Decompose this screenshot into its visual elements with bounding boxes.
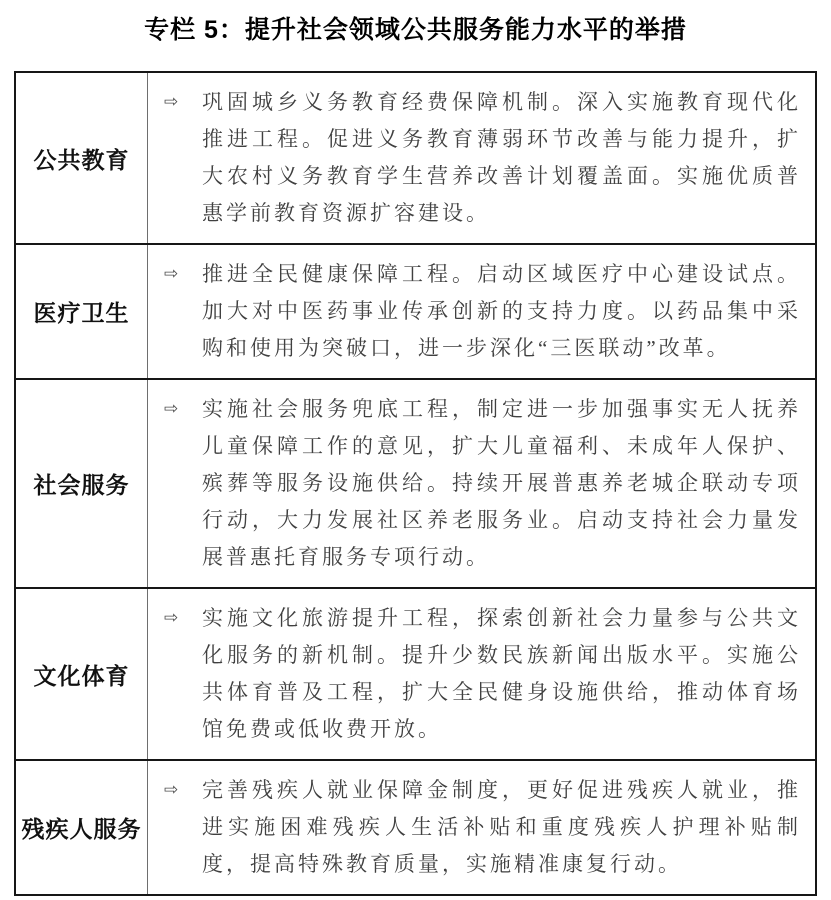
- measures-table-body: [15, 72, 816, 895]
- category-label: 文化体育: [15, 588, 148, 760]
- content-cell: [148, 379, 817, 588]
- arrow-bullet-icon: ⇨: [164, 399, 179, 419]
- measure-text: 完善残疾人就业保障金制度，更好促进残疾人就业，推进实施困难残疾人生活补贴和重度残疾人护理补贴制度，提高特殊教育质量，实施精准康复行动。: [202, 778, 801, 876]
- arrow-bullet-icon: ⇨: [164, 780, 179, 800]
- category-label: 医疗卫生: [15, 244, 148, 379]
- measure-item: [164, 600, 801, 748]
- measure-item: [164, 391, 801, 576]
- measures-table: [14, 71, 817, 896]
- table-row-medical-health: [15, 244, 816, 379]
- measure-item: [164, 256, 801, 367]
- content-cell: [148, 244, 817, 379]
- category-label: 残疾人服务: [15, 760, 148, 895]
- measure-text: 推进全民健康保障工程。启动区域医疗中心建设试点。加大对中医药事业传承创新的支持力度。以药品集中采购和使用为突破口，进一步深化“三医联动”改革。: [202, 262, 801, 360]
- arrow-bullet-icon: ⇨: [164, 608, 179, 628]
- page-title: 专栏 5：提升社会领域公共服务能力水平的举措: [144, 16, 687, 44]
- table-row-disabled-services: [15, 760, 816, 895]
- category-label: 公共教育: [15, 72, 148, 244]
- measure-text: 实施社会服务兜底工程，制定进一步加强事实无人抚养儿童保障工作的意见，扩大儿童福利、未成年人保护、殡葬等服务设施供给。持续开展普惠养老城企联动专项行动，大力发展社区养老服务业。启动支持社会力量发展普惠托育服务专项行动。: [202, 397, 801, 569]
- category-label: 社会服务: [15, 379, 148, 588]
- content-cell: [148, 760, 817, 895]
- table-row-social-services: [15, 379, 816, 588]
- content-cell: [148, 72, 817, 244]
- table-row-public-education: [15, 72, 816, 244]
- table-row-culture-sports: [15, 588, 816, 760]
- measure-item: [164, 772, 801, 883]
- arrow-bullet-icon: ⇨: [164, 264, 179, 284]
- measure-text: 巩固城乡义务教育经费保障机制。深入实施教育现代化推进工程。促进义务教育薄弱环节改善与能力提升，扩大农村义务教育学生营养改善计划覆盖面。实施优质普惠学前教育资源扩容建设。: [202, 90, 801, 225]
- content-cell: [148, 588, 817, 760]
- measure-text: 实施文化旅游提升工程，探索创新社会力量参与公共文化服务的新机制。提升少数民族新闻出版水平。实施公共体育普及工程，扩大全民健身设施供给，推动体育场馆免费或低收费开放。: [202, 606, 801, 741]
- measure-item: [164, 84, 801, 232]
- arrow-bullet-icon: ⇨: [164, 92, 179, 112]
